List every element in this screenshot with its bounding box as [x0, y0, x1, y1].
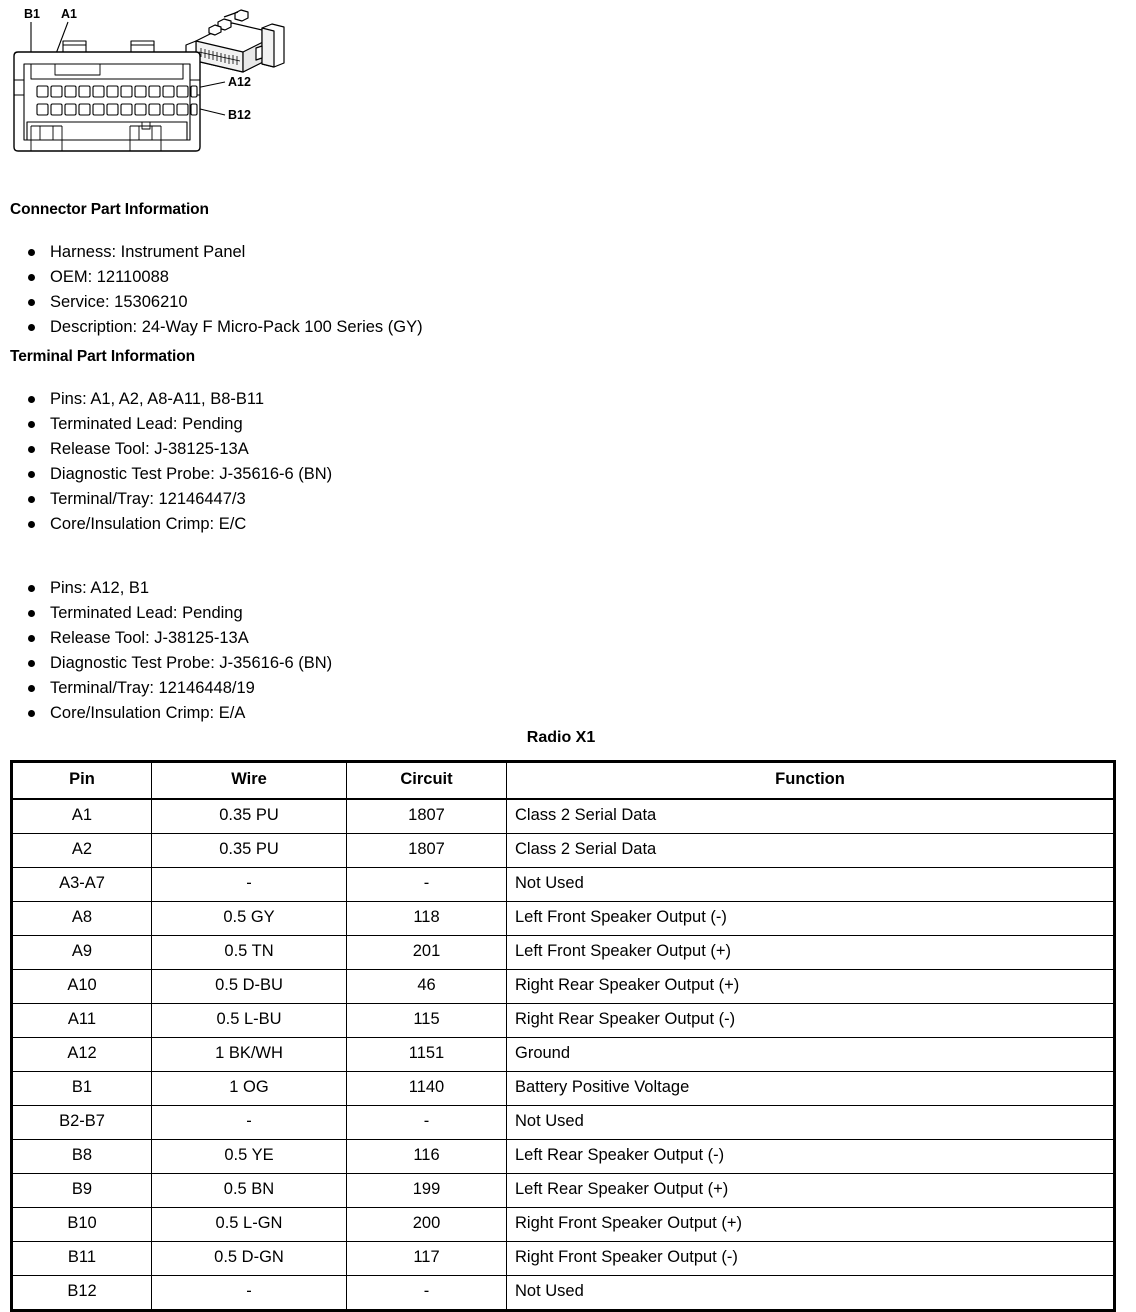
table-row — [12, 1106, 1115, 1140]
table-cell-pin: B8 — [12, 1140, 152, 1174]
bullet-icon — [28, 660, 35, 667]
table-cell-circuit: 1807 — [347, 834, 507, 868]
list-item — [0, 601, 332, 626]
pinout-table-container — [10, 760, 1113, 1312]
table-cell-function: Left Rear Speaker Output (+) — [507, 1174, 1115, 1208]
table-cell-circuit: 118 — [347, 902, 507, 936]
table-cell-wire: 0.35 PU — [152, 834, 347, 868]
table-cell-wire: 0.5 L-BU — [152, 1004, 347, 1038]
list-item-label: Diagnostic Test Probe: J-35616-6 (BN) — [50, 465, 333, 483]
bullet-icon — [28, 685, 35, 692]
list-item-label: Diagnostic Test Probe: J-35616-6 (BN) — [50, 654, 333, 672]
table-cell-wire: - — [152, 868, 347, 902]
table-row — [12, 902, 1115, 936]
table-cell-pin: B2-B7 — [12, 1106, 152, 1140]
list-item-label: Pins: A12, B1 — [50, 579, 150, 597]
table-cell-function: Right Rear Speaker Output (-) — [507, 1004, 1115, 1038]
table-cell-pin: B9 — [12, 1174, 152, 1208]
list-item-label: Pins: A1, A2, A8-A11, B8-B11 — [50, 390, 265, 408]
table-cell-pin: B12 — [12, 1276, 152, 1311]
table-cell-function: Battery Positive Voltage — [507, 1072, 1115, 1106]
table-cell-pin: A10 — [12, 970, 152, 1004]
list-item — [0, 487, 332, 512]
table-cell-wire: 1 OG — [152, 1072, 347, 1106]
table-cell-pin: A1 — [12, 799, 152, 834]
table-cell-pin: A3-A7 — [12, 868, 152, 902]
table-cell-function: Right Rear Speaker Output (+) — [507, 970, 1115, 1004]
callout-label-a12: A12 — [228, 75, 251, 89]
callout-label-b1: B1 — [24, 7, 40, 21]
table-cell-circuit: 201 — [347, 936, 507, 970]
table-cell-pin: A2 — [12, 834, 152, 868]
table-cell-circuit: 116 — [347, 1140, 507, 1174]
table-row — [12, 799, 1115, 834]
table-cell-circuit: 1151 — [347, 1038, 507, 1072]
bullet-icon — [28, 421, 35, 428]
list-item-label: OEM: 12110088 — [50, 268, 169, 286]
list-item — [0, 651, 332, 676]
bullet-icon — [28, 274, 35, 281]
table-row — [12, 1038, 1115, 1072]
bullet-icon — [28, 585, 35, 592]
list-item — [0, 512, 332, 537]
table-cell-wire: 0.5 TN — [152, 936, 347, 970]
list-item — [0, 676, 332, 701]
list-item-label: Core/Insulation Crimp: E/C — [50, 515, 247, 533]
bullet-icon — [28, 471, 35, 478]
table-cell-pin: B1 — [12, 1072, 152, 1106]
column-header-function: Function — [507, 762, 1115, 800]
list-item-label: Terminal/Tray: 12146448/19 — [50, 679, 255, 697]
table-row — [12, 1208, 1115, 1242]
list-item — [0, 437, 332, 462]
list-item-label: Release Tool: J-38125-13A — [50, 629, 249, 647]
table-cell-circuit: 199 — [347, 1174, 507, 1208]
list-item-label: Description: 24-Way F Micro-Pack 100 Series (GY) — [50, 318, 423, 336]
table-cell-circuit: 1807 — [347, 799, 507, 834]
table-row — [12, 1276, 1115, 1311]
connector-diagram — [0, 0, 300, 180]
table-cell-wire: 0.5 GY — [152, 902, 347, 936]
pin-cavities-row-b — [37, 104, 197, 115]
pin-cavities-row-a — [37, 86, 197, 97]
callout-label-b12: B12 — [228, 108, 251, 122]
table-cell-wire: 0.35 PU — [152, 799, 347, 834]
list-item-label: Terminated Lead: Pending — [50, 604, 243, 622]
list-item-label: Harness: Instrument Panel — [50, 243, 246, 261]
table-cell-function: Ground — [507, 1038, 1115, 1072]
list-item — [0, 626, 332, 651]
table-cell-function: Class 2 Serial Data — [507, 799, 1115, 834]
bullet-icon — [28, 635, 35, 642]
table-cell-circuit: 200 — [347, 1208, 507, 1242]
table-cell-circuit: 1140 — [347, 1072, 507, 1106]
bullet-icon — [28, 396, 35, 403]
table-cell-pin: B10 — [12, 1208, 152, 1242]
table-cell-function: Not Used — [507, 1106, 1115, 1140]
list-item — [0, 290, 423, 315]
table-cell-function: Right Front Speaker Output (+) — [507, 1208, 1115, 1242]
table-row — [12, 1004, 1115, 1038]
table-cell-pin: A9 — [12, 936, 152, 970]
table-cell-function: Not Used — [507, 1276, 1115, 1311]
list-item — [0, 265, 423, 290]
list-item — [0, 387, 332, 412]
pinout-table-title: Radio X1 — [526, 729, 596, 746]
bullet-icon — [28, 521, 35, 528]
table-cell-wire: 0.5 BN — [152, 1174, 347, 1208]
table-cell-pin: A8 — [12, 902, 152, 936]
table-row — [12, 868, 1115, 902]
bullet-icon — [28, 446, 35, 453]
table-cell-function: Left Front Speaker Output (+) — [507, 936, 1115, 970]
table-cell-wire: - — [152, 1106, 347, 1140]
table-cell-function: Not Used — [507, 868, 1115, 902]
connector-part-information-list — [0, 240, 423, 340]
table-cell-circuit: - — [347, 868, 507, 902]
table-cell-function: Class 2 Serial Data — [507, 834, 1115, 868]
table-row — [12, 970, 1115, 1004]
column-header-wire: Wire — [152, 762, 347, 800]
table-cell-circuit: - — [347, 1276, 507, 1311]
table-cell-wire: 0.5 L-GN — [152, 1208, 347, 1242]
list-item-label: Terminal/Tray: 12146447/3 — [50, 490, 246, 508]
table-cell-circuit: 46 — [347, 970, 507, 1004]
table-cell-pin: A11 — [12, 1004, 152, 1038]
list-item-label: Service: 15306210 — [50, 293, 188, 311]
table-row — [12, 1140, 1115, 1174]
table-cell-circuit: 115 — [347, 1004, 507, 1038]
list-item — [0, 576, 332, 601]
list-item-label: Core/Insulation Crimp: E/A — [50, 704, 246, 722]
table-row — [12, 1174, 1115, 1208]
bullet-icon — [28, 299, 35, 306]
callout-label-a1: A1 — [61, 7, 77, 21]
list-item — [0, 701, 332, 726]
bullet-icon — [28, 324, 35, 331]
list-item — [0, 412, 332, 437]
table-cell-circuit: - — [347, 1106, 507, 1140]
pinout-table — [10, 760, 1116, 1312]
list-item-label: Release Tool: J-38125-13A — [50, 440, 249, 458]
column-header-circuit: Circuit — [347, 762, 507, 800]
table-row — [12, 834, 1115, 868]
table-cell-circuit: 117 — [347, 1242, 507, 1276]
table-cell-wire: - — [152, 1276, 347, 1311]
connector-face-view — [14, 41, 200, 151]
table-cell-wire: 0.5 D-GN — [152, 1242, 347, 1276]
table-header-row — [12, 762, 1115, 800]
terminal-part-information-heading: Terminal Part Information — [10, 348, 195, 365]
table-cell-wire: 1 BK/WH — [152, 1038, 347, 1072]
column-header-pin: Pin — [12, 762, 152, 800]
table-cell-function: Left Front Speaker Output (-) — [507, 902, 1115, 936]
list-item — [0, 462, 332, 487]
bullet-icon — [28, 249, 35, 256]
terminal-part-information-list-group-2 — [0, 576, 332, 726]
bullet-icon — [28, 610, 35, 617]
table-row — [12, 1242, 1115, 1276]
bullet-icon — [28, 710, 35, 717]
list-item — [0, 315, 423, 340]
table-row — [12, 1072, 1115, 1106]
table-cell-wire: 0.5 YE — [152, 1140, 347, 1174]
table-cell-wire: 0.5 D-BU — [152, 970, 347, 1004]
table-row — [12, 936, 1115, 970]
table-cell-function: Left Rear Speaker Output (-) — [507, 1140, 1115, 1174]
table-cell-pin: B11 — [12, 1242, 152, 1276]
connector-part-information-heading: Connector Part Information — [10, 201, 209, 218]
terminal-part-information-list-group-1 — [0, 387, 332, 537]
table-cell-function: Right Front Speaker Output (-) — [507, 1242, 1115, 1276]
table-cell-pin: A12 — [12, 1038, 152, 1072]
list-item-label: Terminated Lead: Pending — [50, 415, 243, 433]
list-item — [0, 240, 423, 265]
bullet-icon — [28, 496, 35, 503]
